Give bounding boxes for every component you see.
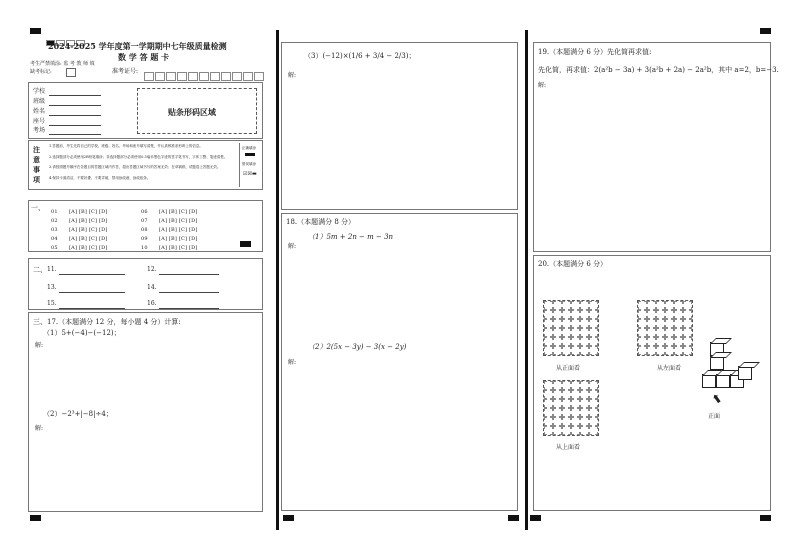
q18-box — [281, 213, 518, 511]
q18-header: 18.（本题满分 8 分） — [286, 218, 356, 226]
mc-row[interactable]: 03 [A] [B] [C] [D] — [51, 227, 108, 233]
info-school: 学校 — [33, 88, 46, 95]
mc-row[interactable]: 08 [A] [B] [C] [D] — [141, 227, 198, 233]
q18-part2: （2）2(5x − 3y) − 3(x − 2y) — [308, 343, 407, 351]
column-separator — [276, 30, 279, 530]
mc-row[interactable]: 10 [A] [B] [C] [D] — [141, 245, 198, 251]
front-direction-label: 正面 — [708, 413, 721, 420]
mc-row[interactable]: 07 [A] [B] [C] [D] — [141, 218, 198, 224]
q17-part2-solve: 解: — [35, 425, 44, 432]
fill-13-line[interactable] — [59, 292, 125, 293]
section-2-label: 二、 — [33, 266, 47, 274]
candidate-note: 考生严禁填涂: 监 考 教 师 填 — [30, 61, 95, 67]
info-seat: 座号 — [33, 118, 46, 125]
timing-mark — [30, 28, 41, 34]
section-1-label: 一、 — [31, 204, 45, 212]
fill-15-line[interactable] — [59, 308, 125, 309]
timing-mark — [760, 28, 771, 34]
student-info-box — [28, 82, 263, 139]
section-mc — [28, 200, 263, 252]
mc-row[interactable]: 01 [A] [B] [C] [D] — [51, 209, 108, 215]
wrong-fill-icon: ☑☒▬ — [243, 171, 257, 177]
q17-header: 三、17.（本题满分 12 分，每小题 4 分）计算: — [33, 318, 181, 326]
timing-mark — [530, 515, 541, 521]
q18-part1: （1）5m + 2n − m − 3n — [308, 233, 394, 241]
fill-16-label: 16. — [147, 300, 157, 307]
q20-header: 20.（本题满分 6 分） — [538, 260, 608, 268]
timing-mark — [283, 515, 294, 521]
q17-box — [28, 312, 263, 512]
info-name: 姓名 — [33, 108, 46, 115]
notes-box — [28, 140, 263, 190]
q18-part1-solve: 解: — [288, 243, 297, 250]
barcode-area — [137, 88, 257, 134]
fill-12-label: 12. — [147, 266, 157, 273]
q17-part1-solve: 解: — [35, 342, 44, 349]
fill-13-label: 13. — [47, 284, 57, 291]
q17-part1: （1）5+(−4)−(−12)； — [43, 329, 121, 337]
timing-mark — [508, 515, 519, 521]
top-view-label: 从上面看 — [556, 444, 581, 451]
exam-no-label: 准考证号: — [112, 68, 139, 75]
left-view-label: 从左面看 — [657, 365, 682, 372]
q19-header: 19.（本题满分 6 分）先化简再求值: — [538, 48, 652, 56]
note-line: 1.答题前，考生先将自己的学校、班级、姓名、考场和座号填写清楚，并认真核准条形码上的信息。 — [49, 144, 203, 148]
q18-part2-solve: 解: — [288, 359, 297, 366]
missing-label: 缺考标记: — [30, 69, 52, 75]
timing-mark — [30, 515, 41, 521]
front-view-label: 从正面看 — [556, 365, 581, 372]
q17-part2: （2）−2³+|−8|÷4； — [43, 410, 113, 418]
fill-11-line[interactable] — [59, 274, 125, 275]
cube-stack-figure — [702, 336, 766, 396]
fill-14-line[interactable] — [159, 292, 219, 293]
note-line: 3.请按照题号顺序在各题目的答题区域内作答，超出答题区域书写的答案无效；在草稿纸、试题卷上答题无效。 — [49, 165, 221, 169]
q19-solve: 解: — [538, 82, 547, 89]
correct-fill-icon — [245, 153, 255, 156]
mc-row[interactable]: 02 [A] [B] [C] [D] — [51, 218, 108, 224]
note-line: 4.保持卡面清洁，不要折叠、不要弄破，禁用涂改液、涂改胶条。 — [49, 175, 151, 180]
barcode-label: 贴条形码区域 — [168, 107, 216, 117]
left-view-grid[interactable] — [637, 300, 693, 356]
exam-subtitle: 数 学 答 题 卡 — [118, 52, 170, 62]
fill-12-line[interactable] — [159, 274, 219, 275]
q17-part3-solve: 解: — [288, 72, 297, 79]
q19-body: 先化简，再求值：2(a²b − 3a) + 3(a²b + 2a) − 2a²b，其中 a=2，b=−3. — [538, 66, 779, 74]
top-view-grid[interactable] — [543, 380, 599, 436]
q19-box — [533, 42, 779, 252]
fill-example: 正确填涂 错误填涂 ☑☒▬ — [239, 143, 262, 187]
fill-14-label: 14. — [147, 284, 157, 291]
fill-11-label: 11. — [47, 266, 57, 273]
column-separator — [525, 30, 528, 530]
q17-3-box — [281, 42, 518, 210]
exam-title: 2024-2025 学年度第一学期期中七年级质量检测 — [48, 41, 227, 51]
section-fill — [28, 258, 263, 310]
notes-side-label: 注 意 事 项 — [33, 145, 40, 184]
mc-row[interactable]: 05 [A] [B] [C] [D] — [51, 245, 108, 251]
fill-15-label: 15. — [47, 300, 57, 307]
q17-part3: （3）(−12)×(1/6 + 3/4 − 2/3)； — [304, 52, 416, 60]
q20-box — [533, 255, 771, 511]
mc-row[interactable]: 09 [A] [B] [C] [D] — [141, 236, 198, 242]
mc-row[interactable]: 06 [A] [B] [C] [D] — [141, 209, 198, 215]
timing-mark — [760, 515, 771, 521]
mc-row[interactable]: 04 [A] [B] [C] [D] — [51, 236, 108, 242]
info-class: 班级 — [33, 98, 46, 105]
fill-16-line[interactable] — [159, 308, 219, 309]
missing-box[interactable] — [66, 68, 76, 77]
front-view-grid[interactable] — [543, 300, 599, 356]
arrow-icon: ⬆ — [708, 390, 726, 408]
info-room: 考场 — [33, 127, 46, 134]
note-line: 2.选择题部分必须使用2B铅笔填涂；非选择题部分必须使用0.5毫米黑色字迹的签字笔书写，字体工整、笔迹清楚。 — [49, 154, 228, 159]
